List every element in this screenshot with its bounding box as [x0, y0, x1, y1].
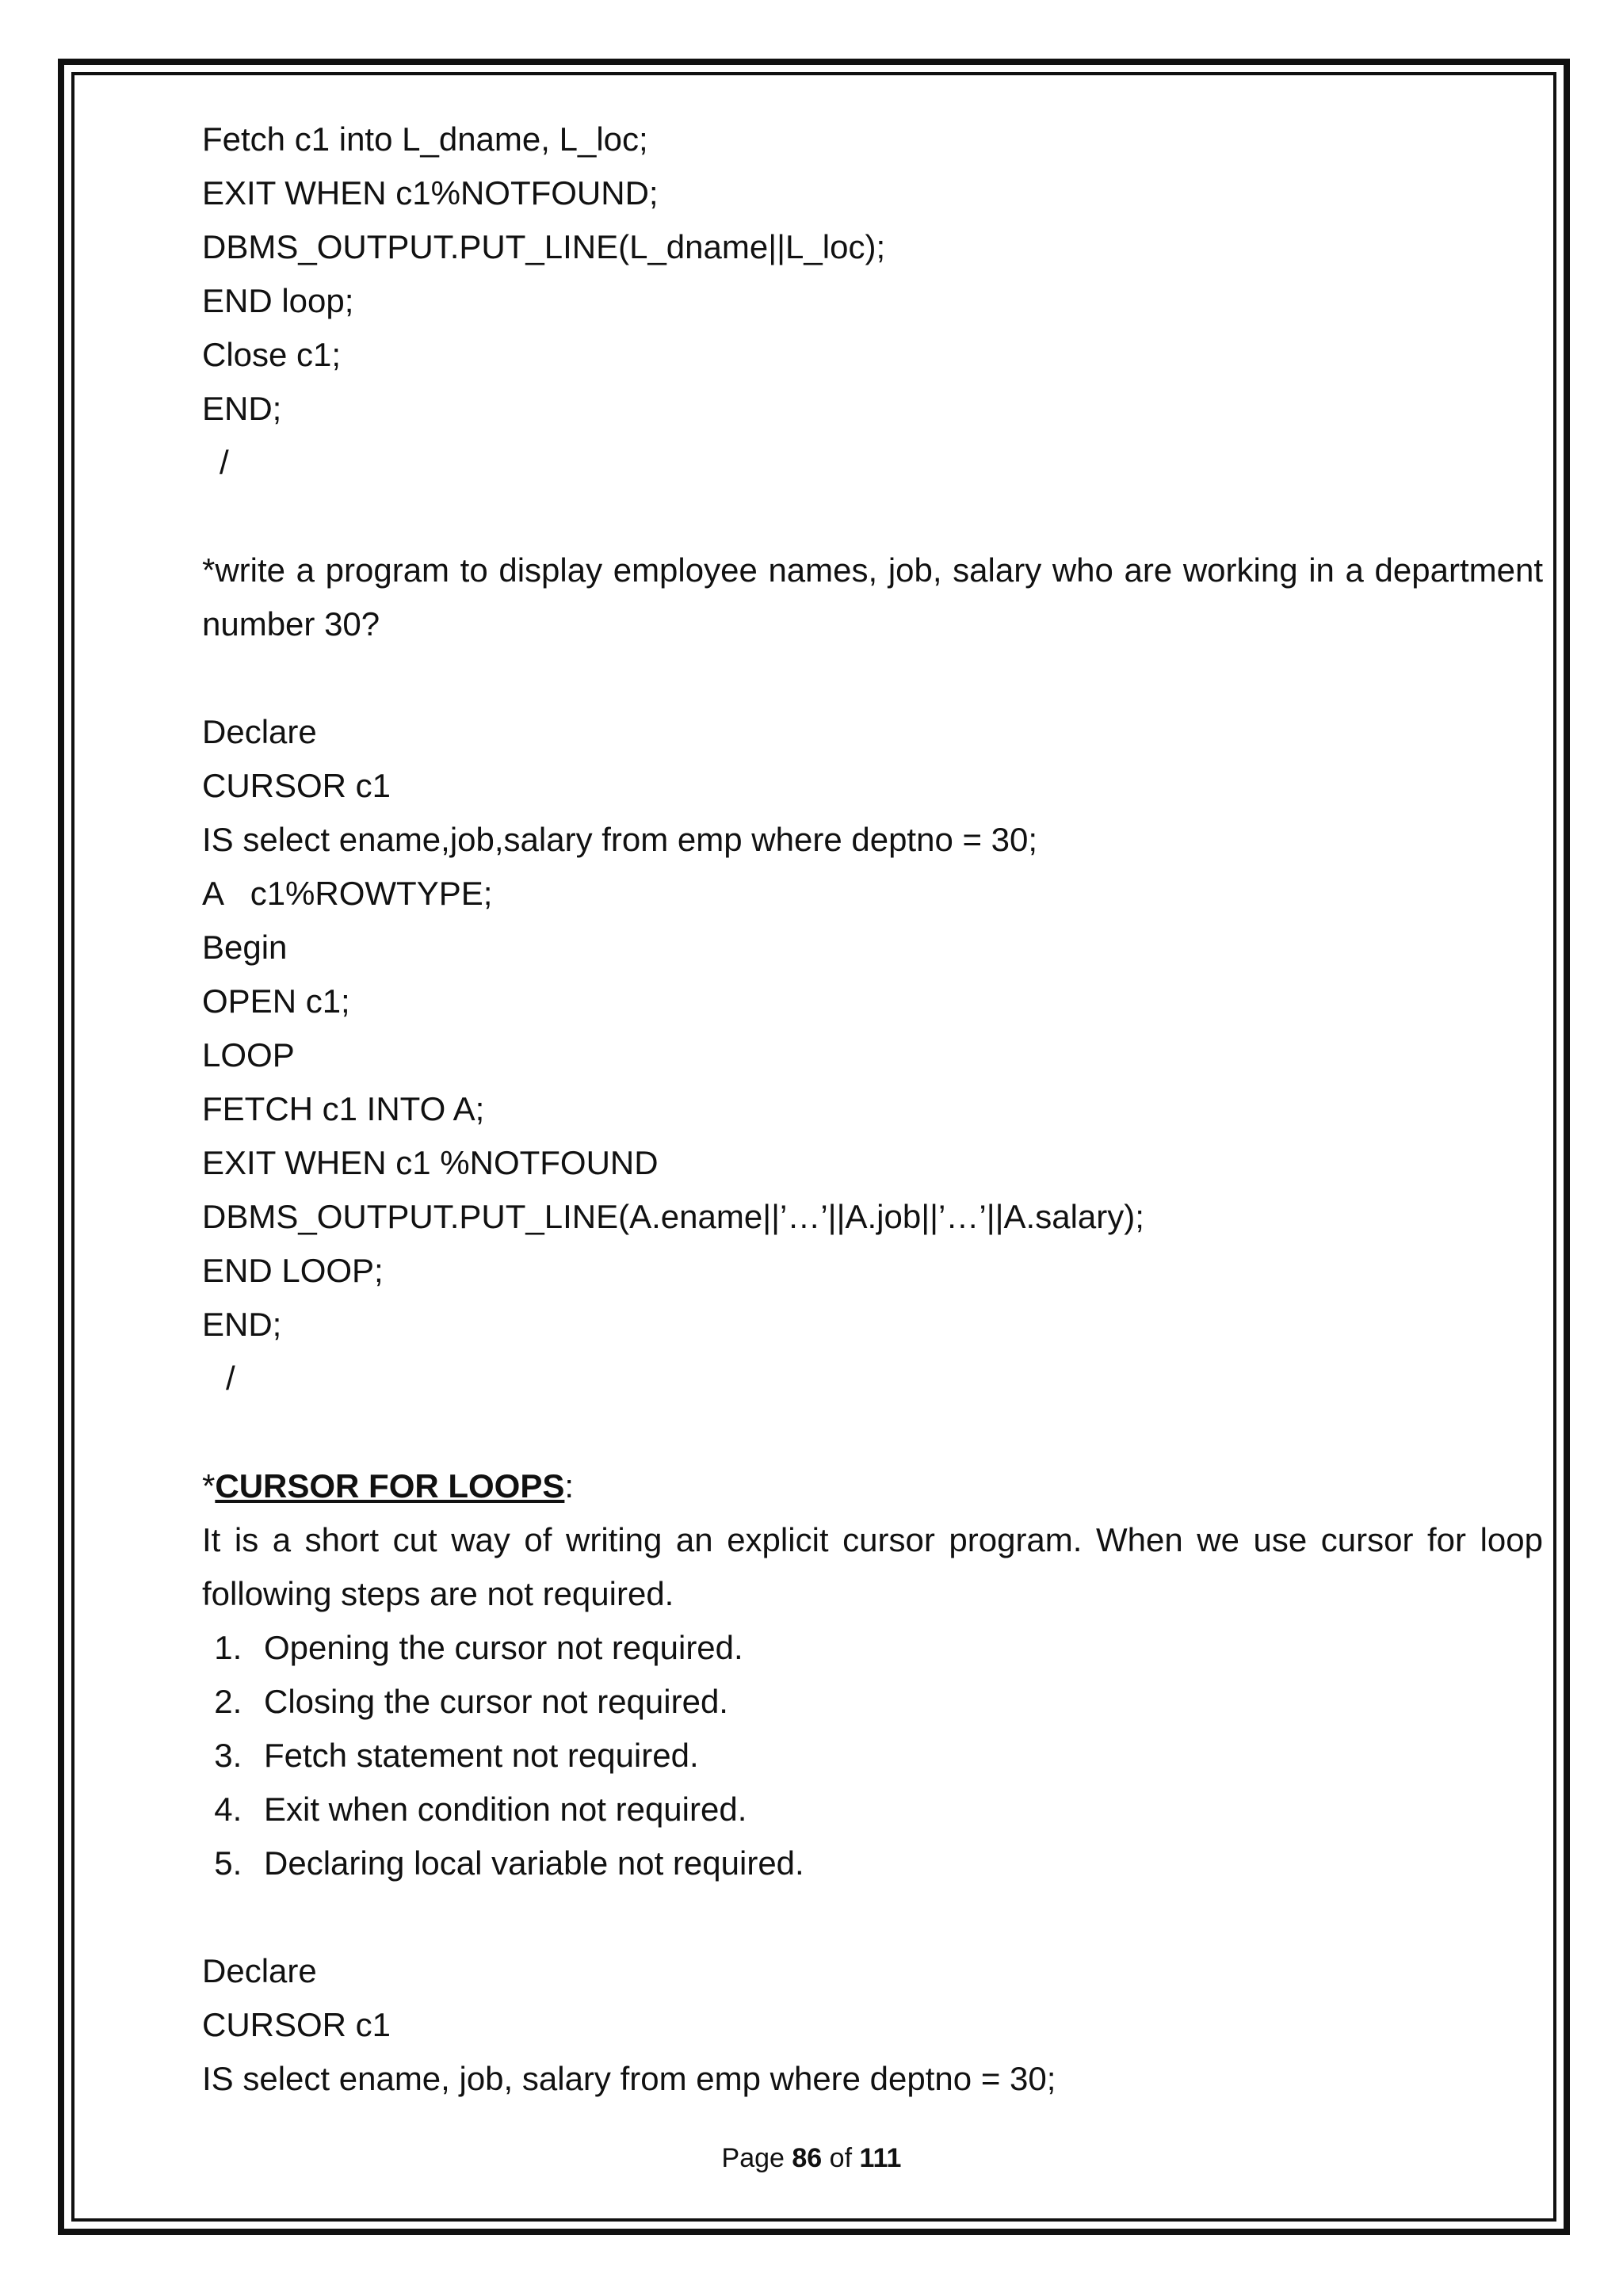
code-line: END LOOP;	[202, 1252, 384, 1289]
section-heading	[202, 1459, 1543, 1513]
steps-list	[202, 1621, 1543, 1890]
code-line: CURSOR c1	[202, 767, 391, 804]
code-line: Declare	[202, 1952, 317, 1989]
page-label: Page	[721, 2143, 785, 2173]
page-number: 86	[792, 2143, 823, 2173]
code-line: EXIT WHEN c1 %NOTFOUND	[202, 1144, 659, 1181]
section-description: It is a short cut way of writing an explicit cursor program. When we use cursor for loop following steps are not required.	[202, 1521, 1543, 1612]
of-label: of	[829, 2143, 853, 2173]
list-item: 1. Opening the cursor not required.	[251, 1621, 1543, 1675]
code-line: A c1%ROWTYPE;	[202, 875, 493, 912]
code-line: END loop;	[202, 282, 354, 319]
code-line: EXIT WHEN c1%NOTFOUND;	[202, 174, 659, 212]
page-footer	[0, 2142, 1623, 2174]
section-heading-title: CURSOR FOR LOOPS	[215, 1467, 565, 1505]
code-line: END;	[202, 390, 282, 427]
code-line: /	[226, 1360, 235, 1397]
page-content	[202, 113, 1543, 2106]
code-line: Close c1;	[202, 336, 342, 373]
code-line: LOOP	[202, 1036, 295, 1074]
code-line: END;	[202, 1306, 282, 1343]
total-pages: 111	[859, 2143, 902, 2173]
code-line: Declare	[202, 713, 317, 750]
code-line: CURSOR c1	[202, 2006, 391, 2043]
question-text: *write a program to display employee names, job, salary who are working in a department number 30?	[202, 551, 1543, 643]
code-line: IS select ename, job, salary from emp where deptno = 30;	[202, 2060, 1056, 2097]
code-line: DBMS_OUTPUT.PUT_LINE(L_dname||L_loc);	[202, 228, 886, 265]
spacer	[202, 1890, 1543, 1944]
code-line: FETCH c1 INTO A;	[202, 1090, 485, 1127]
spacer	[202, 490, 1543, 543]
code-line: DBMS_OUTPUT.PUT_LINE(A.ename||’…’||A.job||’…’||A.salary);	[202, 1198, 1144, 1235]
list-item: 3. Fetch statement not required.	[251, 1729, 1543, 1783]
code-line: OPEN c1;	[202, 982, 350, 1020]
section-heading-prefix: *	[202, 1467, 216, 1505]
code-line: /	[220, 444, 229, 481]
section-heading-suffix: :	[564, 1467, 575, 1505]
list-item: 2. Closing the cursor not required.	[251, 1675, 1543, 1729]
code-block-1	[202, 113, 1543, 490]
list-item: 5. Declaring local variable not required.	[251, 1836, 1543, 1890]
code-line: Fetch c1 into L_dname, L_loc;	[202, 120, 648, 158]
list-item: 4. Exit when condition not required.	[251, 1783, 1543, 1836]
spacer	[202, 1405, 1543, 1459]
spacer	[202, 651, 1543, 705]
code-line: Begin	[202, 929, 288, 966]
code-block-3	[202, 1944, 1543, 2106]
code-line: IS select ename,job,salary from emp where deptno = 30;	[202, 821, 1038, 858]
code-block-2	[202, 705, 1543, 1405]
